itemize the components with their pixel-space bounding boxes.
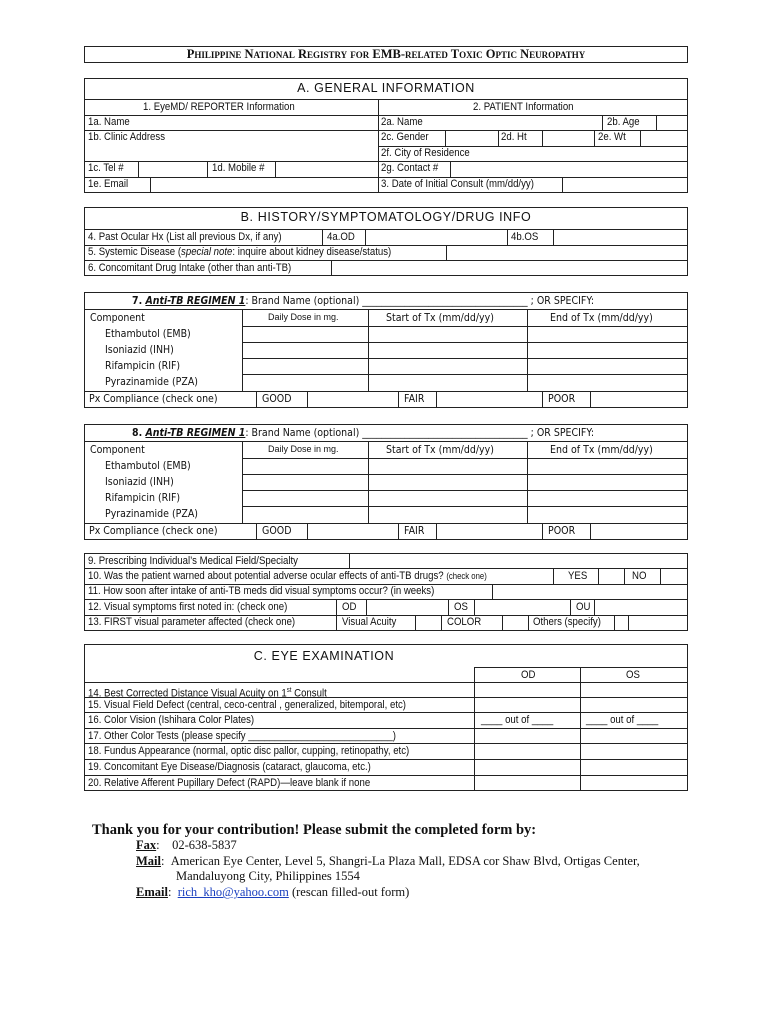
patient-contact-label: 2g. Contact # [381, 162, 439, 174]
mail-line-2: Mandaluyong City, Philippines 1554 [176, 869, 360, 883]
regimen-1-drug-inh: Isoniazid (INH) [105, 344, 174, 356]
regimen-1-poor: POOR [548, 393, 576, 405]
systemic-disease-label: 5. Systemic Disease (special note: inquire about kidney disease/status) [88, 246, 392, 258]
regimen-1-col-end: End of Tx (mm/dd/yy) [550, 312, 653, 324]
q13-others: Others (specify) [533, 616, 601, 628]
q20-label: 20. Relative Afferent Pupillary Defect (RAPD)—leave blank if none [88, 777, 371, 789]
fax-line: Fax: 02-638-5837 [136, 838, 237, 852]
reporter-name-label: 1a. Name [88, 116, 130, 128]
regimen-1-drug-rif: Rifampicin (RIF) [105, 360, 181, 372]
ocular-hx-od-label: 4a.OD [327, 231, 355, 243]
q17-label: 17. Other Color Tests (please specify ___________________________) [88, 730, 396, 742]
drug-intake-label: 6. Concomitant Drug Intake (other than anti-TB) [88, 262, 292, 274]
q13-color: COLOR [447, 616, 482, 628]
section-c-heading: C. EYE EXAMINATION [253, 649, 395, 663]
patient-gender-label: 2c. Gender [381, 131, 429, 143]
q19-label: 19. Concomitant Eye Disease/Diagnosis (cataract, glaucoma, etc.) [88, 761, 371, 773]
regimen-2-drug-emb: Ethambutol (EMB) [105, 460, 191, 472]
q12-ou: OU [576, 601, 591, 613]
regimen-2-col-start: Start of Tx (mm/dd/yy) [386, 444, 494, 456]
email-line: Email: rich_kho@yahoo.com (rescan filled-out form) [136, 885, 410, 899]
regimen-1-drug-pza: Pyrazinamide (PZA) [105, 376, 198, 388]
q11-label: 11. How soon after intake of anti-TB meds did visual symptoms occur? (in weeks) [88, 585, 435, 597]
section-b-heading: B. HISTORY/SYMPTOMATOLOGY/DRUG INFO [240, 210, 532, 224]
regimen-1-col-start: Start of Tx (mm/dd/yy) [386, 312, 494, 324]
q16-label: 16. Color Vision (Ishihara Color Plates) [88, 714, 255, 726]
initial-consult-label: 3. Date of Initial Consult (mm/dd/yy) [381, 178, 534, 190]
q10-label: 10. Was the patient warned about potential adverse ocular effects of anti-TB drugs? (check one) [88, 570, 487, 582]
q9-label: 9. Prescribing Individual’s Medical Field/Specialty [88, 555, 298, 567]
regimen-2-compliance: Px Compliance (check one) [89, 525, 218, 537]
section-c-od: OD [521, 669, 536, 681]
q16-od-score: ____ out of ____ [481, 714, 554, 726]
regimen-2-drug-inh: Isoniazid (INH) [105, 476, 174, 488]
email-label: 1e. Email [88, 178, 129, 190]
regimen-1-title: 7. Anti-TB REGIMEN 1: Brand Name (optional) ___________________________________ ; OR SPECIFY: [132, 295, 595, 307]
regimen-1-fair: FAIR [404, 393, 425, 405]
regimen-2-col-end: End of Tx (mm/dd/yy) [550, 444, 653, 456]
past-ocular-hx-label: 4. Past Ocular Hx (List all previous Dx, if any) [88, 231, 282, 243]
regimen-1-col-dose: Daily Dose in mg. [268, 312, 339, 322]
regimen-2-col-component: Component [90, 444, 145, 456]
mobile-label: 1d. Mobile # [212, 162, 265, 174]
patient-age-label: 2b. Age [607, 116, 640, 128]
regimen-2-col-dose: Daily Dose in mg. [268, 444, 339, 454]
patient-weight-label: 2e. Wt [598, 131, 626, 143]
regimen-1-drug-emb: Ethambutol (EMB) [105, 328, 191, 340]
clinic-address-label: 1b. Clinic Address [88, 131, 166, 143]
regimen-1-good: GOOD [262, 393, 292, 405]
regimen-2-good: GOOD [262, 525, 292, 537]
patient-name-label: 2a. Name [381, 116, 423, 128]
ocular-hx-os-label: 4b.OS [511, 231, 539, 243]
section-c-os: OS [626, 669, 640, 681]
q10-yes: YES [568, 570, 588, 582]
patient-heading: 2. PATIENT Information [473, 101, 574, 113]
q15-label: 15. Visual Field Defect (central, ceco-central , generalized, bitemporal, etc) [88, 699, 407, 711]
q14-label: 14. Best Corrected Distance Visual Acuity on 1st Consult [88, 687, 327, 700]
regimen-2-poor: POOR [548, 525, 576, 537]
q12-label: 12. Visual symptoms first noted in: (check one) [88, 601, 288, 613]
reporter-heading: 1. EyeMD/ REPORTER Information [143, 101, 295, 113]
regimen-2-drug-rif: Rifampicin (RIF) [105, 492, 181, 504]
q13-visual-acuity: Visual Acuity [342, 616, 397, 628]
regimen-2-title: 8. Anti-TB REGIMEN 1: Brand Name (optional) ___________________________________ ; OR SPECIFY: [132, 427, 595, 439]
thanks-text: Thank you for your contribution! Please submit the completed form by: [92, 822, 537, 838]
patient-height-label: 2d. Ht [501, 131, 527, 143]
tel-label: 1c. Tel # [88, 162, 124, 174]
regimen-1-compliance: Px Compliance (check one) [89, 393, 218, 405]
patient-city-label: 2f. City of Residence [381, 147, 470, 159]
email-link[interactable]: rich_kho@yahoo.com [177, 885, 289, 899]
q16-os-score: ____ out of ____ [586, 714, 659, 726]
q18-label: 18. Fundus Appearance (normal, optic disc pallor, cupping, retinopathy, etc) [88, 745, 410, 757]
regimen-1-col-component: Component [90, 312, 145, 324]
q13-label: 13. FIRST visual parameter affected (check one) [88, 616, 296, 628]
regimen-2-fair: FAIR [404, 525, 425, 537]
q12-od: OD [342, 601, 357, 613]
q10-no: NO [632, 570, 647, 582]
mail-line: Mail: American Eye Center, Level 5, Shangri-La Plaza Mall, EDSA cor Shaw Blvd, Ortigas Center, [136, 854, 640, 868]
q12-os: OS [454, 601, 468, 613]
form-title: Philippine National Registry for EMB-related Toxic Optic Neuropathy [84, 46, 688, 63]
section-a-heading: A. GENERAL INFORMATION [297, 81, 475, 95]
regimen-2-drug-pza: Pyrazinamide (PZA) [105, 508, 198, 520]
